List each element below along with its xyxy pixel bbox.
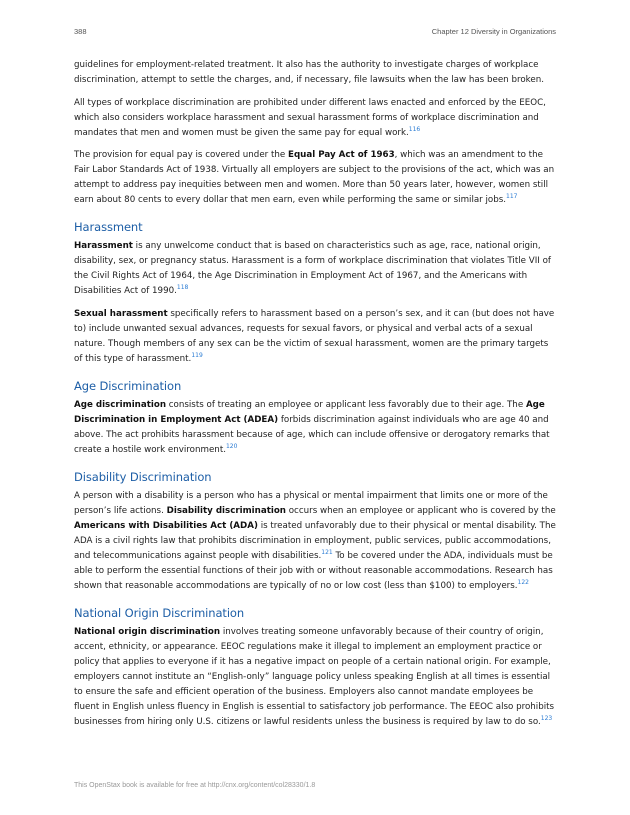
term-age-discrimination: Age discrimination	[74, 399, 166, 410]
chapter-title: Chapter 12 Diversity in Organizations	[431, 27, 556, 36]
paragraph-text: consists of treating an employee or applicant less favorably due to their age. The	[166, 399, 526, 410]
term-harassment: Harassment	[74, 241, 133, 252]
page-content	[74, 58, 557, 737]
footnote-ref-123[interactable]: 123	[540, 714, 553, 722]
section-heading-national-origin: National Origin Discrimination	[74, 605, 245, 620]
term-ada: Americans with Disabilities Act (ADA)	[74, 520, 258, 531]
paragraph-text: All types of workplace discrimination are prohibited under different laws enacted and enforced by the EEOC, which also considers workplace harassment and sexual harassment forms of workplace discrimination and mandates that men and women must be given the same pay for equal work.	[74, 97, 546, 138]
page-footer: This OpenStax book is available for free at http://cnx.org/content/col28330/1.8	[74, 782, 316, 789]
paragraph-text: forbids discrimination against individuals who are age 40 and above. The act prohibits harassment because of age, which can include offensive or derogatory remarks that create a hostile work environment.	[74, 414, 550, 455]
section-heading-age-discrimination: Age Discrimination	[74, 378, 182, 393]
paragraph-text: is treated unfavorably due to their physical or mental disability. The ADA is a civil rights law that prohibits discrimination in employment, public services, public accommodations, and telecommunications against people with disabilities.	[74, 520, 556, 561]
footnote-ref-120[interactable]: 120	[225, 442, 238, 450]
section-heading-disability-discrimination: Disability Discrimination	[74, 469, 212, 484]
term-sexual-harassment: Sexual harassment	[74, 308, 168, 319]
paragraph-text: The provision for equal pay is covered under the	[74, 150, 289, 161]
paragraph-text: guidelines for employment-related treatment. It also has the authority to investigate charges of workplace discrimination, attempt to settle the charges, and, if necessary, file lawsuits when the law has been broken.	[74, 60, 544, 85]
footnote-ref-118[interactable]: 118	[176, 284, 189, 292]
term-disability-discrimination: Disability discrimination	[166, 505, 286, 516]
paragraph-text: A person with a disability is a person who has a physical or mental impairment that limits one or more of the person’s life actions.	[74, 490, 548, 516]
paragraph-equal-pay	[74, 148, 557, 208]
paragraph-text: , which was an amendment to the Fair Labor Standards Act of 1938. Virtually all employers are subject to the provisions of the act, which was an attempt to address pay inequities between men and women. More than 50 years later, however, women still earn about 80 cents to every dollar that men earn, even while performing the same or similar jobs.	[74, 150, 555, 206]
term-adea: Age Discrimination in Employment Act (ADEA)	[74, 399, 545, 425]
paragraph-text: To be covered under the ADA, individuals must be able to perform the essential functions of their job with or without reasonable accommodations. Research has shown that reasonable accommodations are typically of no or low cost (less than $100) to employers.	[74, 550, 553, 591]
footnote-ref-121[interactable]: 121	[321, 548, 333, 556]
paragraph-text: is any unwelcome conduct that is based on characteristics such as age, race, national origin, disability, sex, or pregnancy status. Harassment is a form of workplace discrimination that violates Title VII of the Civil Rights Act of 1964, the Age Discrimination in Employment Act of 1967, and the Americans with Disabilities Act of 1990.	[74, 241, 551, 297]
paragraph-national-origin	[74, 625, 557, 730]
paragraph-text: occurs when an employee or applicant who is covered by the	[285, 505, 556, 516]
paragraph-text: specifically refers to harassment based on a person’s sex, and it can (but does not have to) include unwanted sexual advances, requests for sexual favors, or physical and verbal acts of a sexual nature. Though members of any sex can be the victim of sexual harassment, women are the primary targets of this type of harassment.	[74, 308, 555, 364]
paragraph-eeoc-laws	[74, 96, 557, 141]
paragraph-age-discrimination	[74, 398, 557, 458]
section-heading-harassment: Harassment	[74, 220, 143, 235]
paragraph-harassment	[74, 239, 557, 299]
footnote-ref-117[interactable]: 117	[506, 193, 518, 201]
paragraph-disability-discrimination	[74, 489, 557, 594]
term-national-origin-discrimination: National origin discrimination	[74, 626, 221, 637]
paragraph-text: involves treating someone unfavorably because of their country of origin, accent, ethnicity, or appearance. EEOC regulations make it illegal to implement an employment practice or policy that applies to everyone if it has a negative impact on people of a certain national origin. For example, employers cannot institute an “English-only” language policy unless speaking English at all times is essential to ensure the safe and efficient operation of the business. Employers also cannot mandate employees be fluent in English unless fluency in English is essential to satisfactory job performance. The EEOC also prohibits businesses from hiring only U.S. citizens or lawful residents unless the business is required by law to do so.	[74, 626, 555, 727]
footnote-ref-116[interactable]: 116	[408, 125, 421, 133]
term-equal-pay-act: Equal Pay Act of 1963	[288, 150, 395, 161]
paragraph-eeoc-authority	[74, 58, 557, 88]
page-header	[74, 27, 556, 39]
footnote-ref-122[interactable]: 122	[517, 578, 529, 586]
page-number: 388	[74, 27, 87, 36]
paragraph-sexual-harassment	[74, 307, 557, 367]
footnote-ref-119[interactable]: 119	[191, 351, 203, 359]
